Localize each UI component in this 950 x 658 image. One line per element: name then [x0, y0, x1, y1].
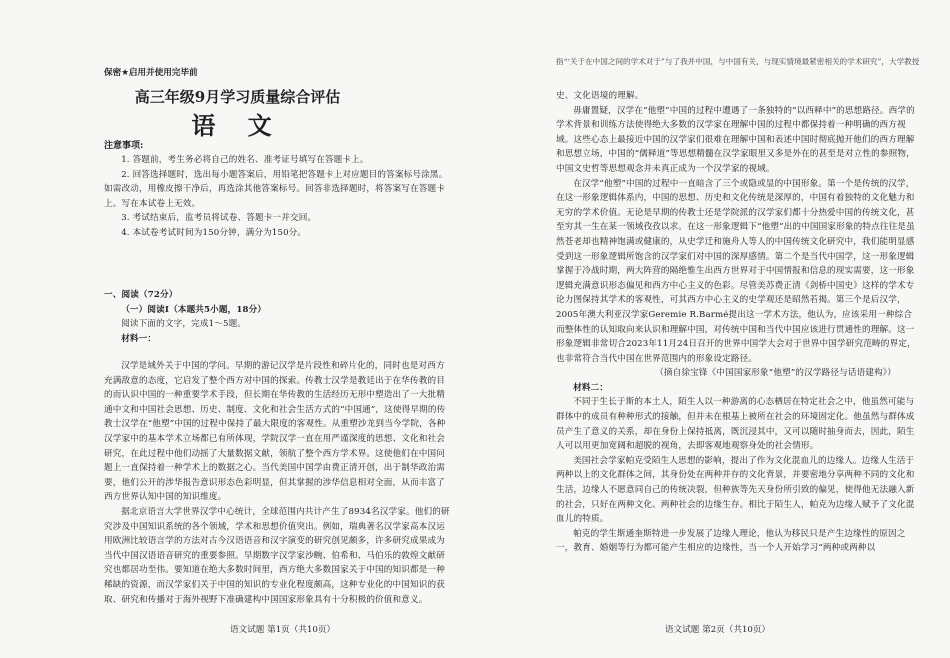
exam-title: 高三年级9月学习质量综合评估: [134, 88, 341, 106]
right-body-text: [556, 89, 916, 556]
notes-item: 4. 本试卷考试时间为150分钟，满分为150分。: [121, 227, 307, 238]
notes-item: 1. 答题前，考生务必将自己的姓名、准考证号填写在答题卡上。: [121, 155, 369, 165]
material2-label: 材料二：: [573, 382, 609, 393]
paragraph: 帕克的学生斯通奎斯特进一步发展了边缘人理论，他认为移民只是产生边缘性的原因之一，教育、婚姻等行为都可能产生相应的边缘性，当一个人开始学习“两种或两种以: [556, 528, 906, 554]
reading-section-header: [104, 288, 454, 346]
notes-item: 2. 回答选择题时，选出每小题答案后，用铅笔把答题卡上对应题目的答案标号涂黑。如需改动，用橡皮擦干净后，再选涂其他答案标号。回答非选择题时，将答案写在答题卡上。写在本试卷上无效。: [104, 169, 448, 209]
paragraph: 据北京语言大学世界汉学中心统计，全球范围内共计产生了8934名汉学家。他们的研究涉及中国知识系统的各个领域，学术和思想价值突出。例如，瑞典著名汉学家高本汉运用欧洲比较语言学的方法对古今汉语语音和汉字演变的研究创见颇多，许多研究成果成为当代中国汉语语音研究的重要参照。早期数字汉学家沙畹、伯希和、马伯乐的敦煌文献研究也都居功至伟。要知道在绝大多数时间里，西方绝大多数国家关于中国的知识都是一种稀缺的资源，而汉学家们关于中国的知识的专业化程度颇高，这种专业化的中国知识的获取、研究和传播对于海外视野下准确建构中国国家形象具有十分积极的价值和意义。: [104, 506, 450, 605]
page-footer-right: 语文试题 第2页（共10页）: [665, 625, 771, 635]
page-footer-left: 语文试题 第1页（共10页）: [230, 625, 336, 635]
notes-item: 3. 考试结束后，监考员将试卷、答题卡一并交回。: [121, 213, 317, 224]
paragraph: 不同于生长于斯的本土人，陌生人以一种游离的心态栖居在特定社会之中，他虽然可能与群体中的成员有种种形式的接触，但并未在根基上被所在社会的环境固定化。他虽然与群体成员产生了意义的关系，却在身份上保持抵离，既沉浸其中，又可以随时抽身而去，因此，陌生人可以用更加宽阔和超脱的视角，去即客观地观察身处的社会情形。: [556, 397, 915, 452]
material1-label: 材料一：: [121, 333, 157, 344]
paragraph: 汉学是域外关于中国的学问。早期的游记汉学是片段性和碎片化的，同时也是对西方充满敌意的态度，它启发了整个西方对中国的探索。传教士汉学是教廷出于在华传教的目的而认识中国的一种重要学术手段，但长期在华传教的生活经历无形中塑造出了一大批精通中文和中国社会思想、历史、制度、文化和社会生活方式的“中国通”，这使得早期的传教士汉学在“他塑”中国的过程中保持了最大限度的客观性。从重塑沙龙到当今学院，各种汉学家中的基本学术立场都已有所体现，学院汉学一直在用严谨深度的思想、文化和社会研究，在此过程中他们动摇了大量数据文献，领航了整个西方学术界。这使他们在中国问题上一直保持着一种学术上的数据之心。当代美国中国学由费正清开创，出于制华政治需要，他们公开的涉华报告意识形态色彩明显，但其掌握的涉华信息相对全面，从而丰富了西方世界认知中国的知识维度。: [104, 361, 446, 503]
paragraph: 史、文化语境的理解。: [556, 91, 644, 101]
citation: （摘自徐宝锋《中国国家形象“他塑”的汉学路径与话语建构》）: [655, 368, 896, 379]
confidential-label: 保密★启用并使用完毕前: [104, 68, 198, 78]
paragraph: 在汉学“他塑”中国的过程中一直暗含了三个或隐或显的中国形象。第一个是传统的汉学，在这一形象逻辑体系内，中国的思想、历史和文化传统是深厚的，中国有着独特的文化魅力和无穷的学术价值。无论是早期的传教士还是学院派的汉学家们都十分热爱中国的传统文化，甚至穷其一生在某一领域孜孜以求。在这一形象逻辑下“他塑”出的中国国家形象的特点往往是虽然苍老却也精神饱满或健康的，从史学迁和施舟人等人的中国传统文化研究中，我们能明显感受到这一形象逻辑所饱含的汉学家们对中国的深厚感情。第二个是当代中国学，这一形象逻辑掌握于冷战时期，两大阵营的隔绝惟生出西方世界对于中国情报和信息的现实需要，这一形象逻辑充满意识形态偏见和西方中心主义的色彩。尽管美苏费正清《剑桥中国史》这样的学术专论力图保持其学术的客观性，可其西方中心主义的史学观还是昭然若揭。第三个是后汉学，2005年澳大利亚汉学家Geremie R.Barmé提出这一学术方法，他认为，应该采用一种综合而整体性的认知取向来认识和理解中国，对传统中国和当代中国应该进行贯通性的理解。这一形象逻辑非常切合2023年11月24日召开的世界中国学大会对于世界中国学研究范畴的界定，也非常符合当代中国在世界范围内的形象设定路径。: [556, 178, 916, 364]
part-heading: 一、阅读（72分）: [104, 290, 178, 300]
instruction: 阅读下面的文字，完成1～5题。: [121, 319, 247, 330]
paragraph: 毋庸置疑，汉学在“他塑”中国的过程中遭遇了一条独特的“以西释中”的思想路径。西学的学术背景和训练方法使得绝大多数的汉学家在理解中国的过程中都保持着一种明确的西方视域。这些心态上最接近中国的汉学家们很难在理解中国和表述中国时彻底抛开他们的西方理解和思想立场，中国的“儒释道”等思想精髓在汉学家眼里又多是外在的甚至是对立性的参照物，中国文史哲等思想观念并未真正成为一个汉学家的视域。: [556, 105, 915, 174]
notes-list: [104, 153, 452, 241]
right-header-line: 指“‘关于在中国之间的学术对于”与了我并中国，与中国有关，与现实情境最紧密相关的学术研究”，大学教授: [556, 57, 920, 66]
left-body-text: [104, 359, 452, 607]
paragraph: 美国社会学家帕克受陌生人思想的影响，提出了作为文化混血儿的边缘人。边缘人生活于两种以上的文化群体之间，其身份处在两种并存的文化背景，并要密地分享两种不同的文化和生活，边缘人不愿意同自己的传统决裂，但种族等先天身份所引致的偏见，使得他无法融入新的社会，只好在两种文化、两种社会的边缘生存。相比于陌生人，帕克为边缘人赋予了文化混血儿的特质。: [556, 455, 915, 525]
notes-heading: 注意事项:: [104, 141, 144, 151]
subsection-heading: （一）阅读Ⅰ（本题共5小题，18分）: [121, 304, 267, 315]
subject-title: 语 文: [191, 111, 284, 140]
